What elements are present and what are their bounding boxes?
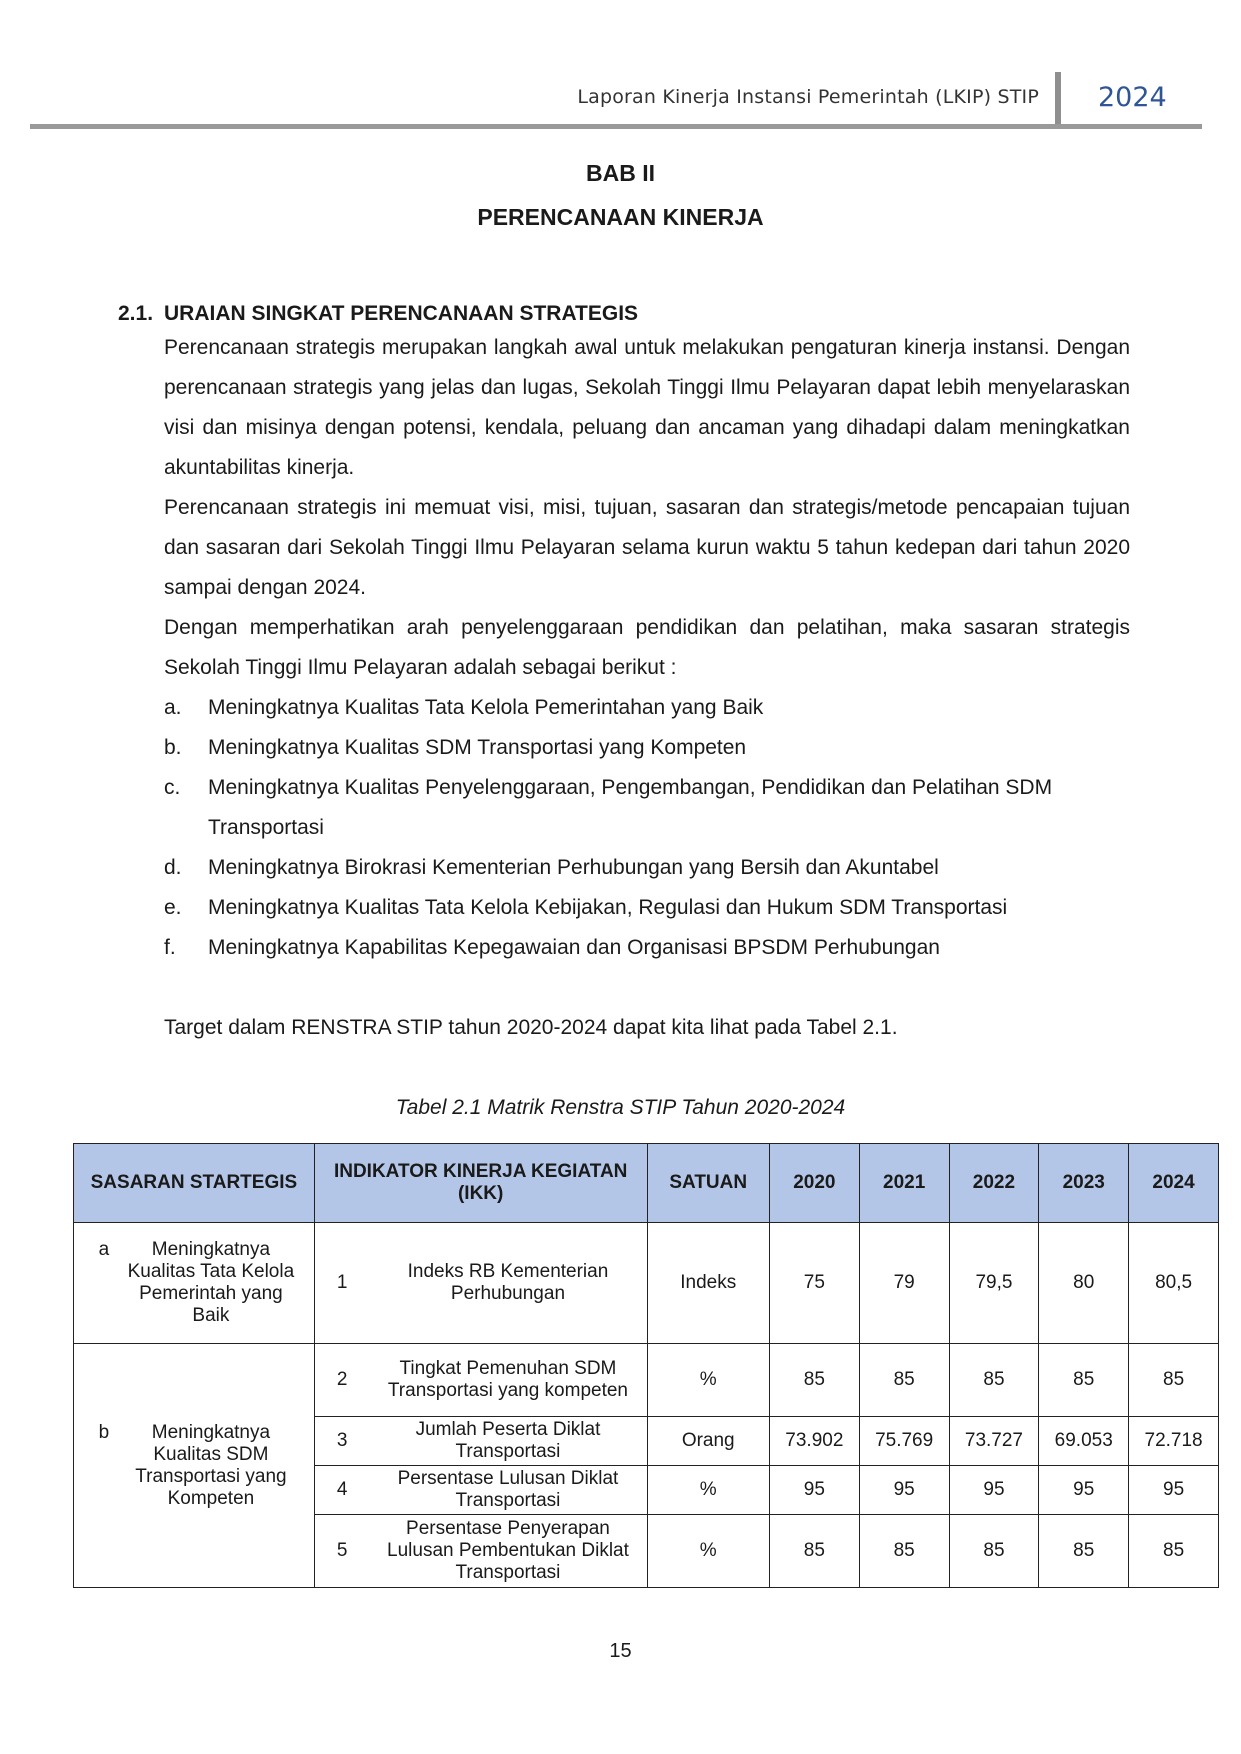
header-separator <box>1055 72 1061 124</box>
paragraph-3: Dengan memperhatikan arah penyelenggaraan pendidikan dan pelatihan, maka sasaran strategis Sekolah Tinggi Ilmu Pelayaran adalah sebagai berikut : <box>164 616 1130 679</box>
value-2020: 85 <box>769 1344 859 1417</box>
closing-paragraph: Target dalam RENSTRA STIP tahun 2020-2024 dapat kita lihat pada Tabel 2.1. <box>164 1016 898 1039</box>
list-item-text: Meningkatnya Birokrasi Kementerian Perhubungan yang Bersih dan Akuntabel <box>208 856 939 879</box>
sasaran-cell <box>74 1223 315 1344</box>
header-2020: 2020 <box>769 1144 859 1223</box>
table-header-row <box>74 1144 1219 1223</box>
renstra-matrix-table <box>73 1143 1219 1588</box>
value-2024: 85 <box>1129 1344 1219 1417</box>
sasaran-text: Meningkatnya Kualitas Tata Kelola Pemerintah yang Baik <box>127 1239 295 1326</box>
satuan-cell: % <box>647 1466 769 1515</box>
ikk-text: Tingkat Pemenuhan SDM Transportasi yang kompeten <box>369 1344 647 1417</box>
table-caption: Tabel 2.1 Matrik Renstra STIP Tahun 2020-2024 <box>395 1096 846 1119</box>
value-2022: 79,5 <box>949 1223 1039 1344</box>
header-ikk: INDIKATOR KINERJA KEGIATAN (IKK) <box>314 1144 647 1223</box>
value-2022: 73.727 <box>949 1417 1039 1466</box>
satuan-cell: % <box>647 1344 769 1417</box>
list-marker: b. <box>164 736 182 759</box>
sasaran-code: a <box>98 1239 110 1260</box>
list-item-text: Meningkatnya Kapabilitas Kepegawaian dan Organisasi BPSDM Perhubungan <box>208 936 940 959</box>
ikk-number: 3 <box>314 1417 369 1466</box>
value-2023: 85 <box>1039 1515 1129 1588</box>
value-2023: 69.053 <box>1039 1417 1129 1466</box>
page-header <box>30 72 1202 130</box>
chapter-number: BAB II <box>586 160 655 186</box>
header-year: 2024 <box>1098 82 1167 113</box>
value-2024: 72.718 <box>1129 1417 1219 1466</box>
satuan-cell: Orang <box>647 1417 769 1466</box>
header-satuan: SATUAN <box>647 1144 769 1223</box>
strategic-goals-list <box>164 688 1134 968</box>
list-item-text: Meningkatnya Kualitas Penyelenggaraan, Pengembangan, Pendidikan dan Pelatihan SDM Transportasi <box>208 776 1053 839</box>
sasaran-code: b <box>98 1421 110 1443</box>
list-item <box>164 728 1134 768</box>
ikk-number: 2 <box>314 1344 369 1417</box>
list-item <box>164 688 1134 728</box>
table-row <box>74 1344 1219 1417</box>
ikk-text: Jumlah Peserta Diklat Transportasi <box>369 1417 647 1466</box>
section-title: URAIAN SINGKAT PERENCANAAN STRATEGIS <box>164 302 639 325</box>
value-2021: 79 <box>859 1223 949 1344</box>
chapter-title: PERENCANAAN KINERJA <box>477 204 764 230</box>
header-2021: 2021 <box>859 1144 949 1223</box>
list-marker: c. <box>164 776 181 799</box>
value-2021: 85 <box>859 1515 949 1588</box>
satuan-cell: Indeks <box>647 1223 769 1344</box>
value-2021: 95 <box>859 1466 949 1515</box>
list-item-text: Meningkatnya Kualitas SDM Transportasi yang Kompeten <box>208 736 747 759</box>
list-marker: f. <box>164 936 176 959</box>
sasaran-cell <box>74 1344 315 1588</box>
value-2023: 85 <box>1039 1344 1129 1417</box>
list-marker: d. <box>164 856 182 879</box>
header-sasaran: SASARAN STARTEGIS <box>74 1144 315 1223</box>
list-marker: a. <box>164 696 182 719</box>
header-title: Laporan Kinerja Instansi Pemerintah (LKIP) STIP <box>577 86 1039 108</box>
list-item <box>164 848 1134 888</box>
header-2024: 2024 <box>1129 1144 1219 1223</box>
ikk-text: Persentase Penyerapan Lulusan Pembentukan Diklat Transportasi <box>369 1515 647 1588</box>
table-row <box>74 1223 1219 1344</box>
value-2023: 95 <box>1039 1466 1129 1515</box>
value-2022: 85 <box>949 1515 1039 1588</box>
page-number: 15 <box>609 1640 632 1662</box>
list-item <box>164 888 1134 928</box>
value-2022: 85 <box>949 1344 1039 1417</box>
paragraph-2: Perencanaan strategis ini memuat visi, misi, tujuan, sasaran dan strategis/metode pencapaian tujuan dan sasaran dari Sekolah Tinggi Ilmu Pelayaran selama kurun waktu 5 tahun kedepan dari tahun 2020 sampai dengan 2024. <box>164 496 1130 599</box>
value-2024: 80,5 <box>1129 1223 1219 1344</box>
ikk-number: 1 <box>314 1223 369 1344</box>
value-2022: 95 <box>949 1466 1039 1515</box>
header-2023: 2023 <box>1039 1144 1129 1223</box>
list-marker: e. <box>164 896 182 919</box>
value-2021: 75.769 <box>859 1417 949 1466</box>
satuan-cell: % <box>647 1515 769 1588</box>
value-2023: 80 <box>1039 1223 1129 1344</box>
value-2020: 75 <box>769 1223 859 1344</box>
value-2020: 73.902 <box>769 1417 859 1466</box>
list-item-text: Meningkatnya Kualitas Tata Kelola Pemerintahan yang Baik <box>208 696 764 719</box>
list-item <box>164 928 1134 968</box>
ikk-number: 4 <box>314 1466 369 1515</box>
ikk-number: 5 <box>314 1515 369 1588</box>
header-2022: 2022 <box>949 1144 1039 1223</box>
value-2020: 85 <box>769 1515 859 1588</box>
value-2024: 85 <box>1129 1515 1219 1588</box>
sasaran-text: Meningkatnya Kualitas SDM Transportasi yang Kompeten <box>135 1421 287 1509</box>
list-item <box>164 768 1134 848</box>
value-2024: 95 <box>1129 1466 1219 1515</box>
section-number: 2.1. <box>118 302 154 325</box>
ikk-text: Indeks RB Kementerian Perhubungan <box>369 1223 647 1344</box>
list-item-text: Meningkatnya Kualitas Tata Kelola Kebijakan, Regulasi dan Hukum SDM Transportasi <box>208 896 1008 919</box>
ikk-text: Persentase Lulusan Diklat Transportasi <box>369 1466 647 1515</box>
value-2021: 85 <box>859 1344 949 1417</box>
paragraph-1: Perencanaan strategis merupakan langkah awal untuk melakukan pengaturan kinerja instansi. Dengan perencanaan strategis yang jelas dan lugas, Sekolah Tinggi Ilmu Pelayaran dapat lebih menyelaraskan visi dan misinya dengan potensi, kendala, peluang dan ancaman yang dihadapi dalam meningkatkan akuntabilitas kinerja. <box>164 336 1130 479</box>
value-2020: 95 <box>769 1466 859 1515</box>
section-heading <box>118 302 638 326</box>
header-rule <box>30 124 1202 129</box>
